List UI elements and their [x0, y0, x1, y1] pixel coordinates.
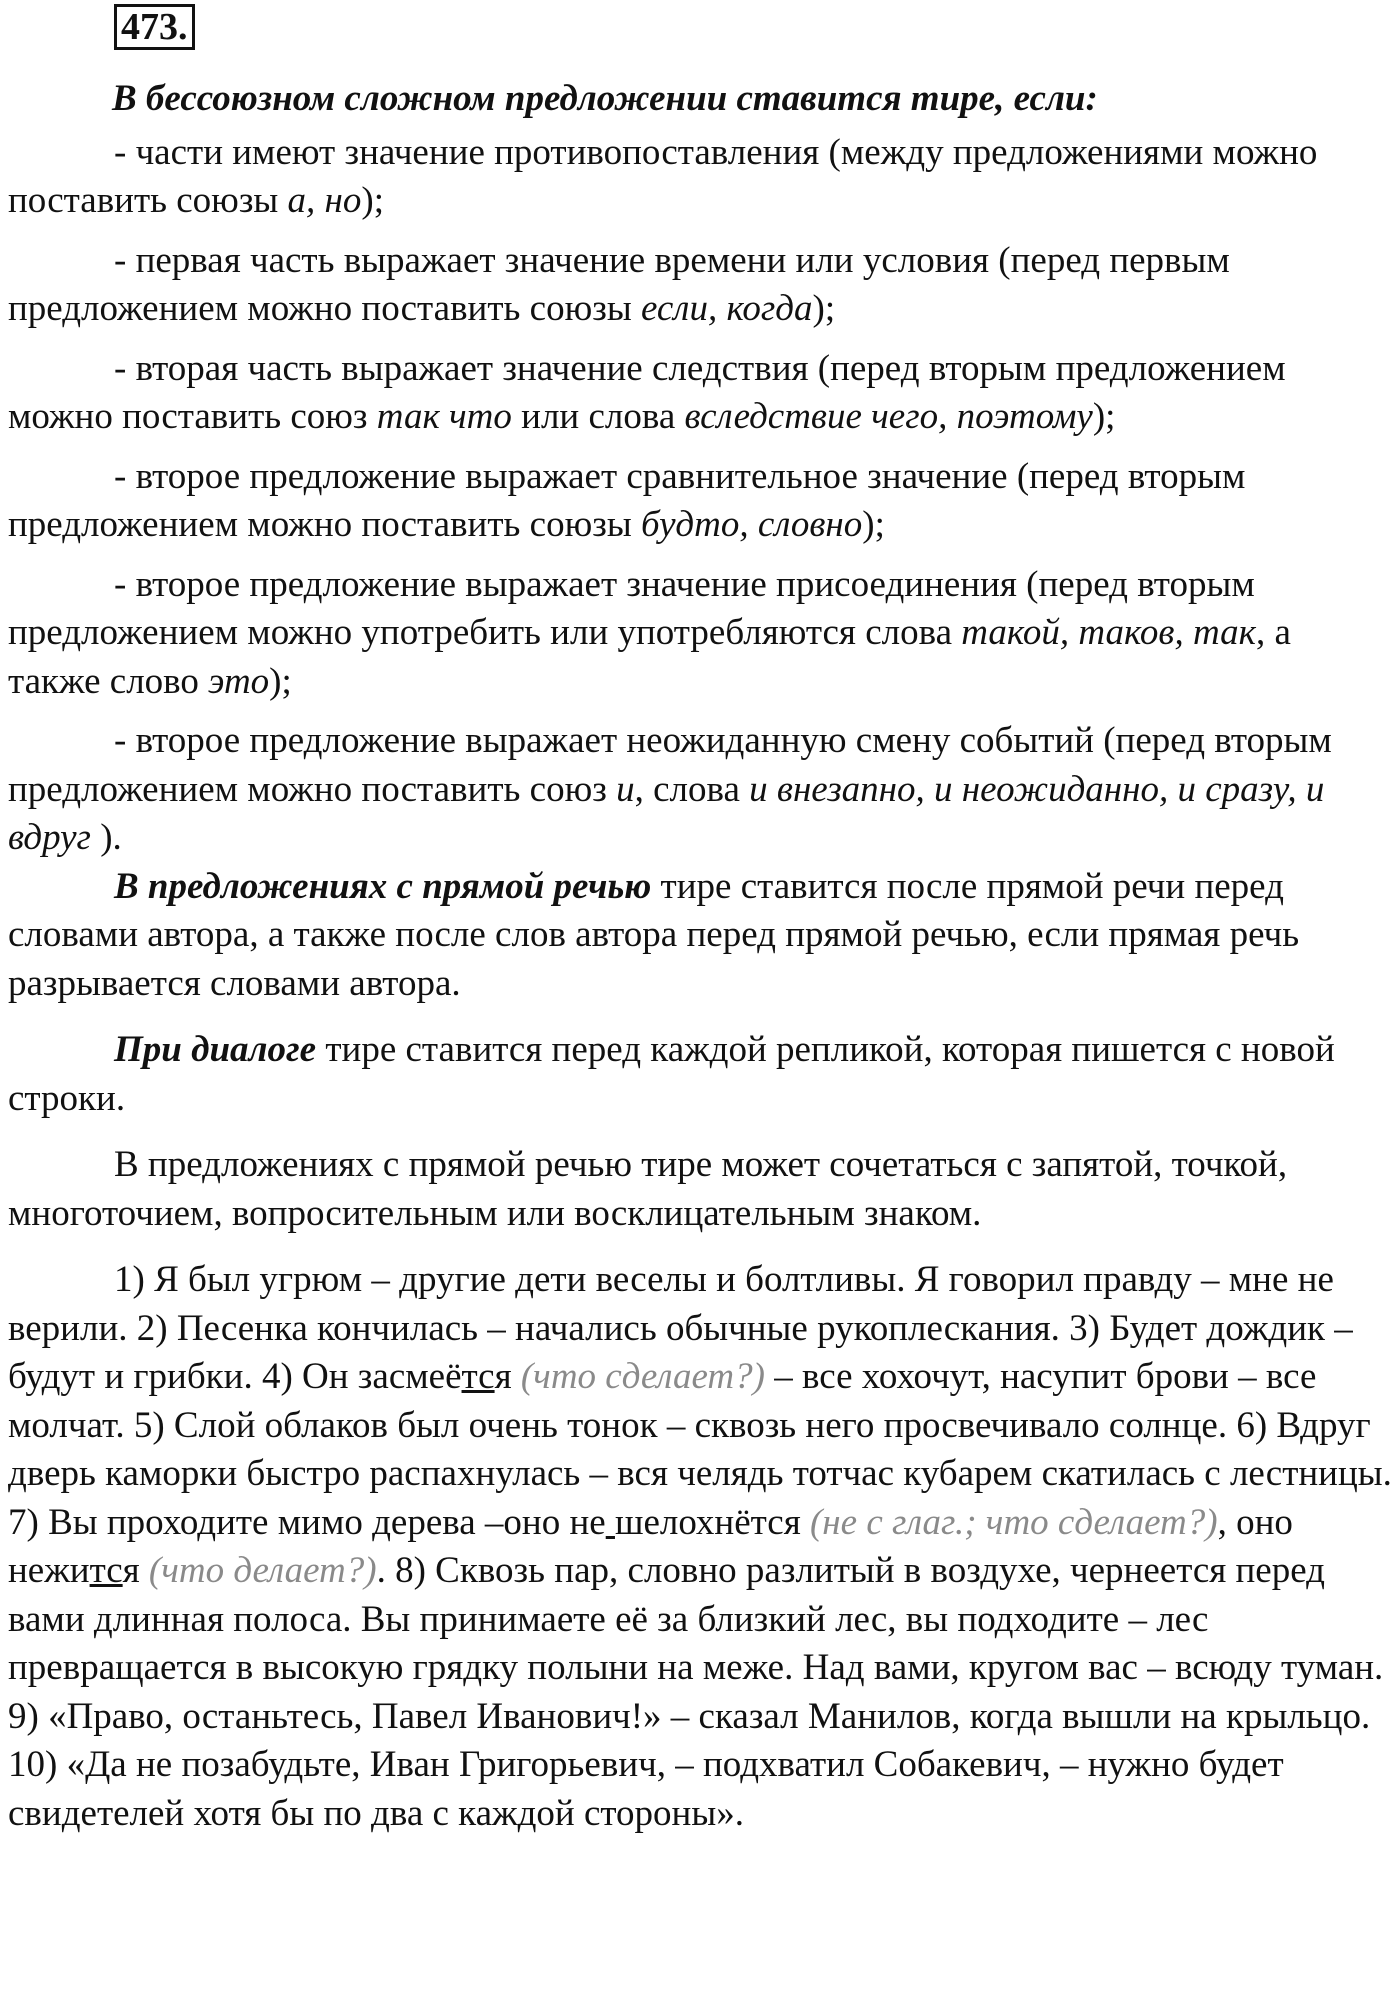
- rule-text: - вторая часть выражает значение следствия (перед вторым предложением можно поставить союз: [8, 347, 1286, 437]
- exercise-sentences: 1) Я был угрюм – другие дети веселы и болтливы. Я говорил правду – мне не верили. 2) Песенка кончилась – начались обычные рукоплескания. 3) Будет дождик – будут и грибки. 4) Он засмеё: [8, 1259, 1353, 1397]
- conjunction-example: если, когда: [640, 288, 813, 329]
- word-example: это: [208, 660, 270, 702]
- exercise-sentences: шелохнётся: [614, 1501, 810, 1543]
- rule-text-middle: , а также слово: [8, 612, 1291, 702]
- exercise-sentences: я: [122, 1550, 149, 1591]
- rule-item-1: [8, 129, 1392, 226]
- rule-text: - второе предложение выражает неожиданную смену событий (перед вторым предложением можно поставить союз: [8, 720, 1332, 810]
- word-example: и внезапно, и неожиданно, и сразу, и вдруг: [8, 768, 1325, 858]
- textbook-page: [8, 0, 1392, 1838]
- rule-text-end: );: [361, 180, 385, 221]
- rule-text-middle: , слова: [634, 768, 750, 810]
- rule-text-end: );: [269, 660, 292, 702]
- underlined-ending: тс: [89, 1550, 123, 1591]
- rule-text-end: );: [812, 288, 836, 329]
- grammar-question-note: (не с глаг.; что сделает?): [809, 1501, 1218, 1543]
- rule-text-middle: или слова: [511, 396, 685, 437]
- rule-item-6: [8, 717, 1392, 863]
- conjunction-example: и: [616, 768, 635, 810]
- conjunction-example: а, но: [287, 180, 362, 221]
- rule-text: - второе предложение выражает сравнительное значение (перед вторым предложением можно поставить союзы: [8, 455, 1246, 545]
- dialogue-rule: [8, 1026, 1392, 1123]
- exercise-sentences: – все хохочут, насупит брови – все молчат. 5) Слой облаков был очень тонок – сквозь него просвечивало солнце. 6) Вдруг дверь каморки быстро распахнулась – вся челядь тотчас кубарем скатилась с лестницы. 7) Вы проходите мимо дерева –оно не: [8, 1356, 1392, 1543]
- conjunction-example: будто, словно: [640, 504, 863, 545]
- rule-item-3: [8, 345, 1392, 442]
- direct-speech-rule: [8, 863, 1392, 1009]
- grammar-question-note: (что делает?): [148, 1550, 377, 1591]
- rule-text-end: );: [1092, 396, 1116, 437]
- rule-text-end: );: [862, 504, 885, 545]
- rule-text: - первая часть выражает значение времени или условия (перед первым предложением можно поставить союзы: [8, 239, 1230, 329]
- exercise-sentences: , оно нежи: [8, 1501, 1293, 1591]
- exercise-sentences: я: [494, 1356, 521, 1397]
- rule-heading: В бессоюзном сложном предложении ставится тире, если:: [112, 77, 1098, 119]
- dialogue-term: При диалоге: [114, 1029, 317, 1070]
- rule-text: - части имеют значение противопоставления (между предложениями можно поставить союзы: [8, 131, 1318, 221]
- direct-speech-term: В предложениях с прямой речью: [114, 865, 652, 907]
- combination-rule: В предложениях с прямой речью тире может сочетаться с запятой, точкой, многоточием, вопросительным или восклицательным знаком.: [8, 1144, 1288, 1234]
- rule-text-end: ).: [90, 817, 122, 858]
- exercise-number: 473.: [114, 4, 195, 50]
- underlined-gap: [606, 1502, 615, 1543]
- rule-item-2: [8, 237, 1392, 334]
- underlined-ending: тс: [461, 1356, 495, 1397]
- exercise-sentences: . 8) Сквозь пар, словно разлитый в воздухе, чернеется перед вами длинная полоса. Вы принимаете её за близкий лес, вы подходите – лес превращается в высокую грядку полыни на меже. Над вами, кругом вас – всюду туман. 9) «Право, останьтесь, Павел Иванович!» – сказал Манилов, когда вышли на крыльцо. 10) «Да не позабудьте, Иван Григорьевич, – подхватил Собакевич, – нужно будет свидетелей хотя бы по два с каждой стороны».: [8, 1550, 1384, 1834]
- grammar-question-note: (что сделает?): [520, 1356, 765, 1397]
- rule-item-4: [8, 453, 1392, 550]
- dialogue-text: тире ставится перед каждой репликой, которая пишется с новой строки.: [8, 1029, 1335, 1119]
- direct-speech-text: тире ставится после прямой речи перед словами автора, а также после слов автора перед прямой речью, если прямая речь разрывается словами автора.: [8, 865, 1300, 1004]
- exercise-text: [8, 1256, 1392, 1838]
- word-example: вследствие чего, поэтому: [684, 396, 1093, 437]
- word-example: такой, таков, так: [961, 612, 1256, 653]
- conjunction-example: так что: [376, 396, 512, 437]
- rule-item-5: [8, 561, 1392, 707]
- rule-text: - второе предложение выражает значение присоединения (перед вторым предложением можно употребить или употребляются слова: [8, 563, 1255, 653]
